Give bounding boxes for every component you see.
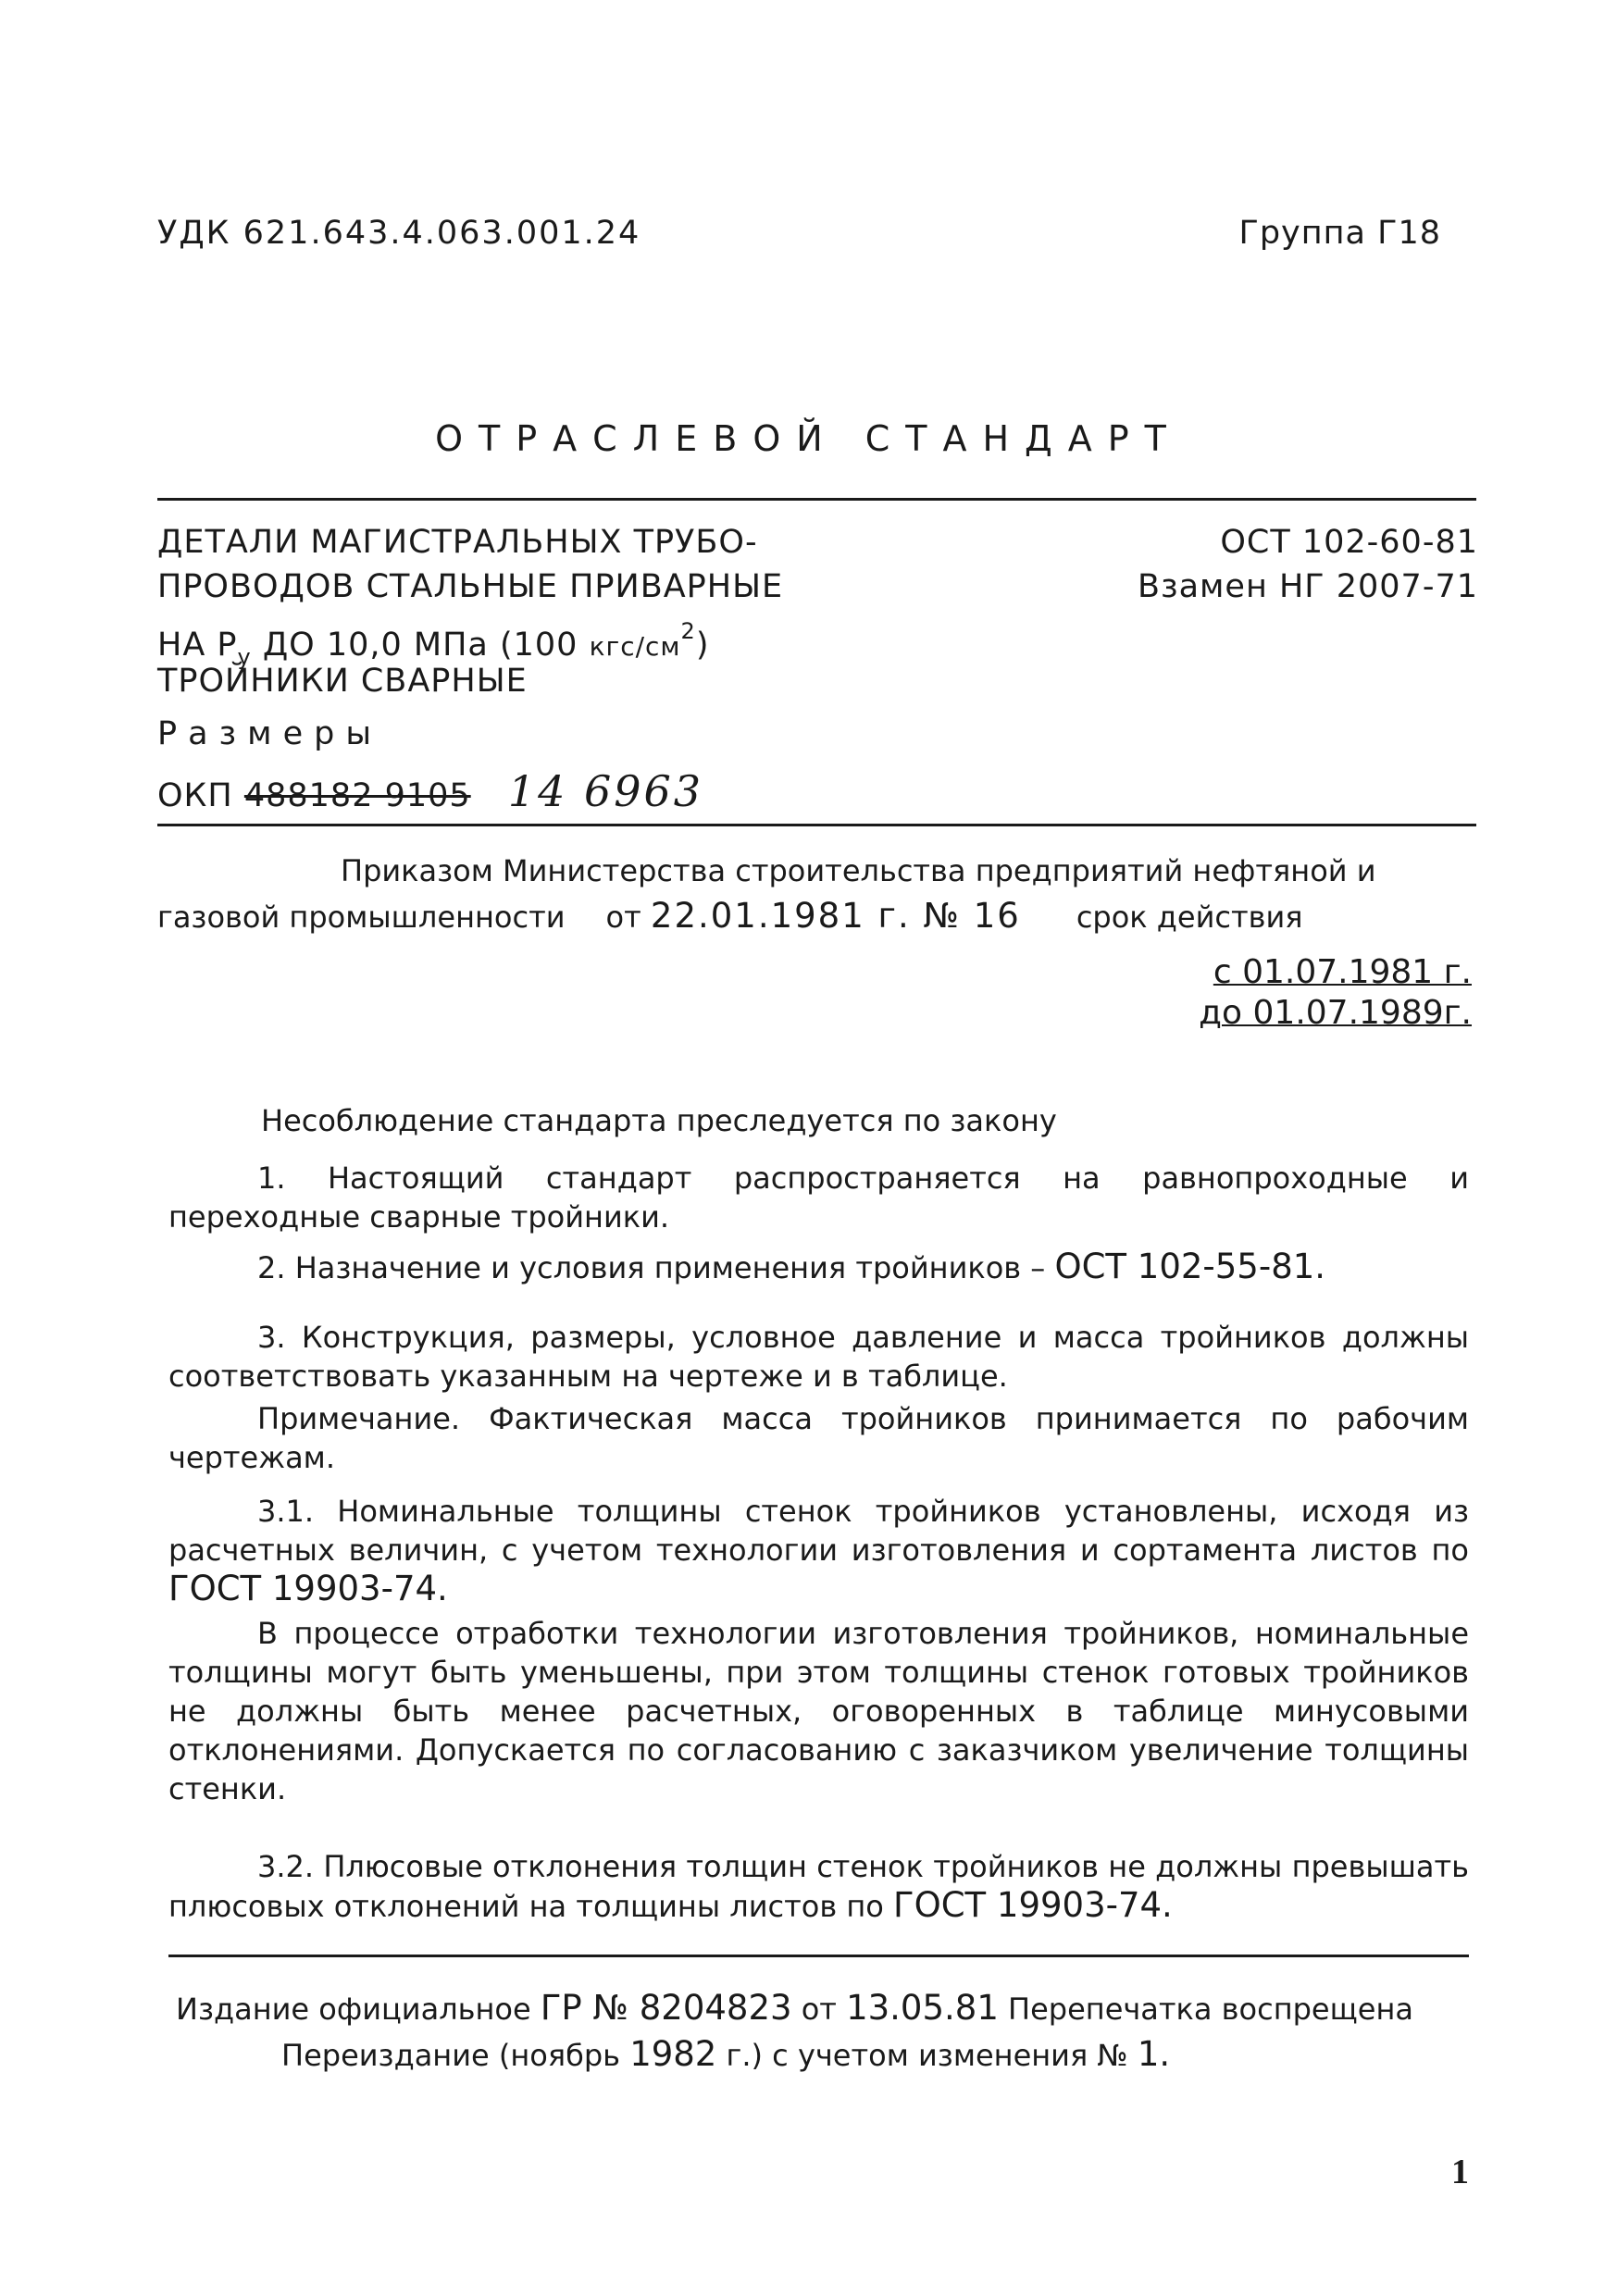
okp-code <box>157 766 703 816</box>
okp-label: ОКП <box>157 777 233 814</box>
title-pressure: ДО 10,0 МПа (100 <box>251 627 590 664</box>
paragraph-2: 2. Назначение и условия применения тройников – ОСТ 102-55-81. <box>257 1247 1326 1286</box>
designation-block <box>1138 520 1478 609</box>
ost-number: ОСТ 102-60-81 <box>1220 524 1478 561</box>
bottom-rule <box>168 1955 1469 1957</box>
p2-ost-ref: ОСТ 102-55-81. <box>1054 1247 1326 1286</box>
valid-to: до 01.07.1989г. <box>1199 994 1472 1032</box>
group-code: Группа Г18 <box>1238 215 1441 252</box>
order-from: от <box>605 900 641 935</box>
law-warning: Несоблюдение стандарта преследуется по закону <box>261 1103 1057 1138</box>
standard-type-heading: ОТРАСЛЕВОЙ СТАНДАРТ <box>435 418 1182 459</box>
udk-code: УДК 621.643.4.063.001.24 <box>157 215 641 252</box>
note: Примечание. Фактическая масса тройников принимается по рабочим чертежам. <box>168 1401 1469 1475</box>
title-unit-superscript: 2 <box>680 618 696 644</box>
subtitle-sizes: Размеры <box>157 715 382 752</box>
title-close-paren: ) <box>695 627 710 664</box>
edition-date: 13.05.81 <box>846 1988 999 2028</box>
top-rule <box>157 498 1476 501</box>
order-line-2 <box>157 896 1303 936</box>
valid-from: с 01.07.1981 г. <box>1213 953 1472 991</box>
edition-line: Издание официальное ГР № 8204823 от 13.05.81 Перепечатка воспрещена <box>176 1988 1413 2028</box>
okp-old-crossed: 488182 9105 <box>243 777 471 814</box>
paragraph-3-2: 3.2. Плюсовые отклонения толщин стенок тройников не должны превышать плюсовых отклонений на толщины листов по ГОСТ 19903-74. <box>168 1849 1469 1925</box>
p32-gost-ref: ГОСТ 19903-74. <box>893 1885 1173 1925</box>
title-p-letter: НА Р <box>157 627 238 664</box>
title-unit: кгс/см <box>589 631 681 662</box>
edition-gr-number: ГР № 8204823 <box>540 1988 792 2028</box>
order-line-1: Приказом Министерства строительства предприятий нефтяной и <box>341 853 1376 888</box>
order-ministry: газовой промышленности <box>157 900 566 935</box>
title-line-1: ДЕТАЛИ МАГИСТРАЛЬНЫХ ТРУБО- <box>157 524 758 561</box>
replaces-note: Взамен НГ 2007-71 <box>1137 568 1478 605</box>
subtitle-tees: ТРОЙНИКИ СВАРНЫЕ <box>157 663 528 700</box>
title-p-subscript: у <box>237 644 252 670</box>
title-line-2: ПРОВОДОВ СТАЛЬНЫЕ ПРИВАРНЫЕ <box>157 568 784 605</box>
reissue-line: Переиздание (ноябрь 1982 г.) с учетом изменения № 1. <box>281 2034 1171 2074</box>
order-validity-label: срок действия <box>1076 900 1303 935</box>
order-date: 22.01.1981 г. № 16 <box>650 896 1021 936</box>
paragraph-3-1-continued: В процессе отработки технологии изготовления тройников, номинальные толщины могут быть уменьшены, при этом толщины стенок готовых тройников не должны быть менее расчетных, оговоренных в таблице минусовыми отклонениями. Допускается по согласованию с заказчиком увеличение толщины стенки. <box>168 1616 1469 1806</box>
document-title <box>157 520 783 679</box>
paragraph-3-1: 3.1. Номинальные толщины стенок тройников установлены, исходя из расчетных величин, с учетом технологии изготовления и сортамента листов по ГОСТ 19903-74. <box>168 1494 1469 1608</box>
middle-rule <box>157 824 1476 826</box>
okp-handwritten-new: 14 6963 <box>507 766 704 816</box>
page-number: 1 <box>1451 2153 1469 2191</box>
paragraph-1: 1. Настоящий стандарт распространяется на равнопроходные и переходные сварные тройники. <box>168 1160 1469 1235</box>
paragraph-3: 3. Конструкция, размеры, условное давление и масса тройников должны соответствовать указанным на чертеже и в таблице. <box>168 1320 1469 1394</box>
p31-gost-ref: ГОСТ 19903-74. <box>168 1569 448 1608</box>
